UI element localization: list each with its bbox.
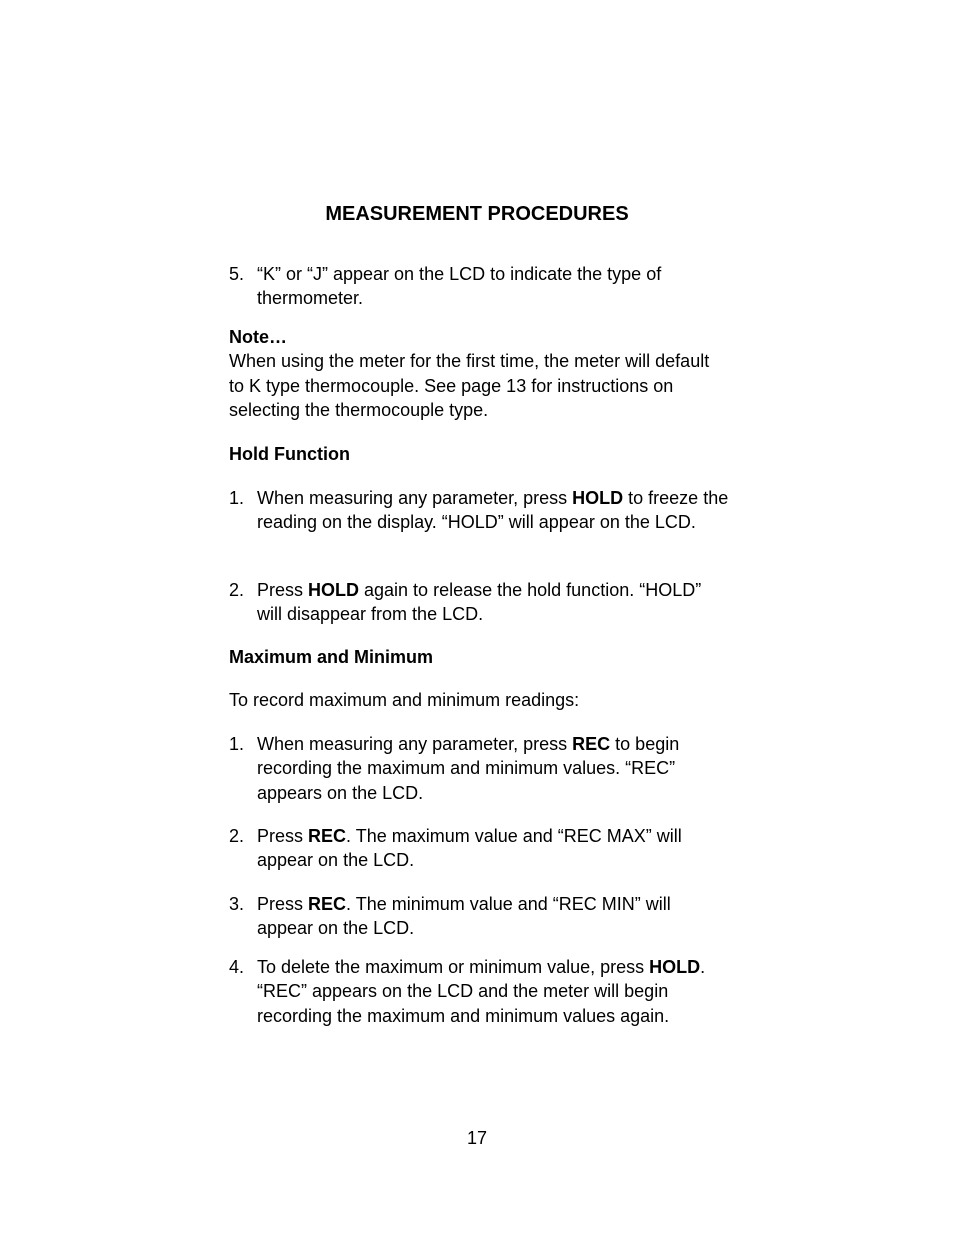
list-item xyxy=(229,955,729,1028)
section-heading: Maximum and Minimum xyxy=(229,647,434,667)
hold-item-2 xyxy=(229,578,729,627)
key-label: HOLD xyxy=(308,580,360,600)
max-min-item-4 xyxy=(229,955,729,1028)
note-text: When using the meter for the first time, the meter will default to K type thermocouple. See page 13 for instructions on selecting the thermocouple type. xyxy=(229,351,710,420)
item-text-after: . “REC” appears on the LCD and the meter will begin recording the maximum and minimum values again. xyxy=(257,957,706,1026)
item-number: 4. xyxy=(229,957,245,977)
item-text-after: again to release the hold function. “HOLD” will disappear from the LCD. xyxy=(257,580,702,625)
item-text-before: Press xyxy=(257,826,309,846)
max-min-heading xyxy=(229,645,729,669)
max-min-item-2 xyxy=(229,824,729,873)
item-number: 3. xyxy=(229,894,245,914)
key-label: REC xyxy=(308,826,347,846)
item-number: 2. xyxy=(229,580,245,600)
item-text-before: When measuring any parameter, press xyxy=(257,488,573,508)
item-text-after: to freeze the reading on the display. “HOLD” will appear on the LCD. xyxy=(257,488,729,533)
item-number: 1. xyxy=(229,488,245,508)
section-heading: Hold Function xyxy=(229,444,350,464)
max-min-intro xyxy=(229,688,729,712)
list-item xyxy=(229,262,729,311)
item-text: “K” or “J” appear on the LCD to indicate the type of thermometer. xyxy=(257,264,662,309)
item-text-before: Press xyxy=(257,894,309,914)
item-number: 2. xyxy=(229,826,245,846)
item-text-before: Press xyxy=(257,580,309,600)
item-number: 5. xyxy=(229,264,245,284)
list-item xyxy=(229,578,729,627)
key-label: HOLD xyxy=(572,488,624,508)
page-number: 17 xyxy=(466,1128,488,1148)
key-label: REC xyxy=(308,894,347,914)
item-text-before: To delete the maximum or minimum value, press xyxy=(257,957,650,977)
intro-text: To record maximum and minimum readings: xyxy=(229,690,580,710)
list-item xyxy=(229,486,729,535)
max-min-item-3 xyxy=(229,892,729,941)
max-min-item-1 xyxy=(229,732,729,805)
step-5 xyxy=(229,262,729,311)
list-item xyxy=(229,892,729,941)
key-label: REC xyxy=(572,734,611,754)
hold-item-1 xyxy=(229,486,729,535)
list-item xyxy=(229,732,729,805)
page-title: MEASUREMENT PROCEDURES xyxy=(325,203,629,225)
item-text-after: . The maximum value and “REC MAX” will appear on the LCD. xyxy=(257,826,682,871)
key-label: HOLD xyxy=(649,957,701,977)
note-label: Note… xyxy=(229,327,287,347)
item-text-before: When measuring any parameter, press xyxy=(257,734,573,754)
item-number: 1. xyxy=(229,734,245,754)
item-text-after: . The minimum value and “REC MIN” will appear on the LCD. xyxy=(257,894,671,939)
item-text-after: to begin recording the maximum and minimum values. “REC” appears on the LCD. xyxy=(257,734,680,803)
hold-function-heading xyxy=(229,442,729,466)
note-block xyxy=(229,325,729,422)
list-item xyxy=(229,824,729,873)
